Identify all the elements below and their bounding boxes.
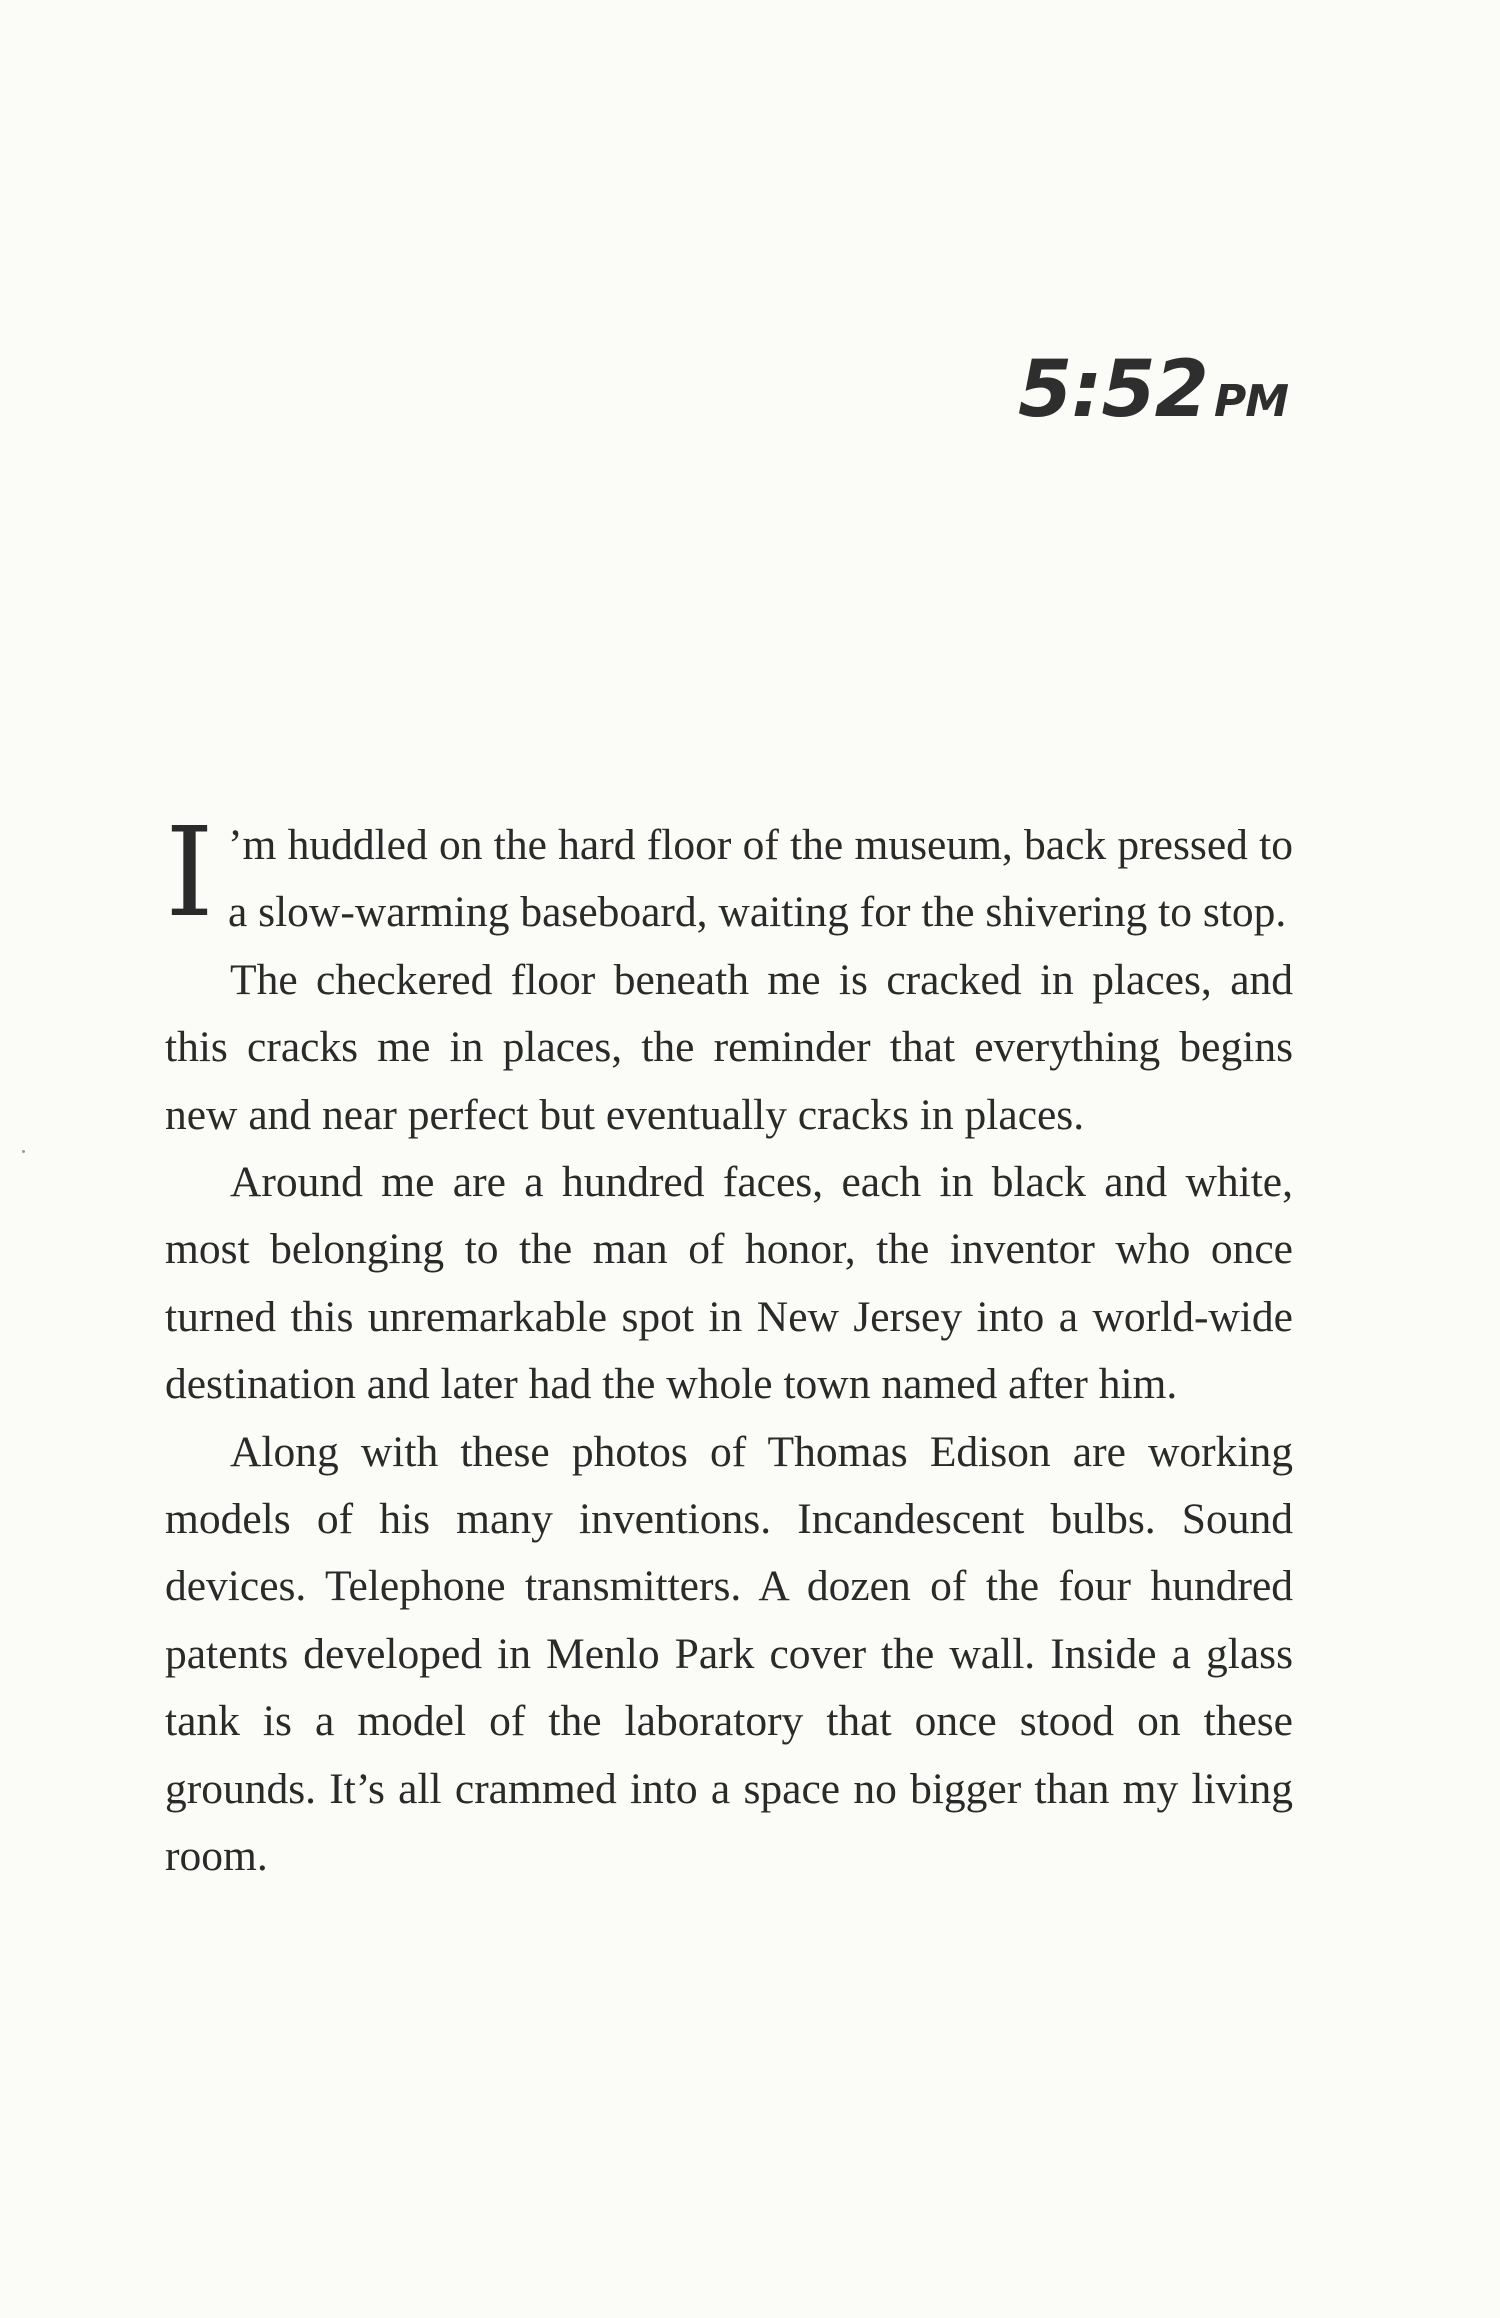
paragraph-1-text: ’m huddled on the hard floor of the museum, back pressed to a slow-warming baseboard, waiting for the shivering to stop. [227,821,1293,937]
paragraph-3: Around me are a hundred faces, each in black and white, most belonging to the man of honor, the inventor who once turned this unremarkable spot in New Jersey into a world-wide destination and later had the whole town named after him. [165,1158,1293,1409]
drop-cap: I [165,801,214,945]
paper-speck [22,1150,25,1153]
chapter-heading-time [1018,345,1288,435]
chapter-time-clock: 5:52 [1017,345,1208,435]
paragraph-4: Along with these photos of Thomas Edison are working models of his many inventions. Incandescent bulbs. Sound devices. Telephone transmitters. A dozen of the four hundred patents developed in Menlo Park cover the wall. Inside a glass tank is a model of the laboratory that once stood on these grounds. It’s all crammed into a space no bigger than my living room. [165,1427,1293,1881]
body-text [165,801,1293,1891]
paragraph-2: The checkered floor beneath me is cracked in places, and this cracks me in places, the reminder that everything begins new and near perfect but eventually cracks in places. [165,955,1293,1139]
chapter-time-ampm: PM [1213,376,1288,427]
paragraph-1 [165,801,1293,947]
